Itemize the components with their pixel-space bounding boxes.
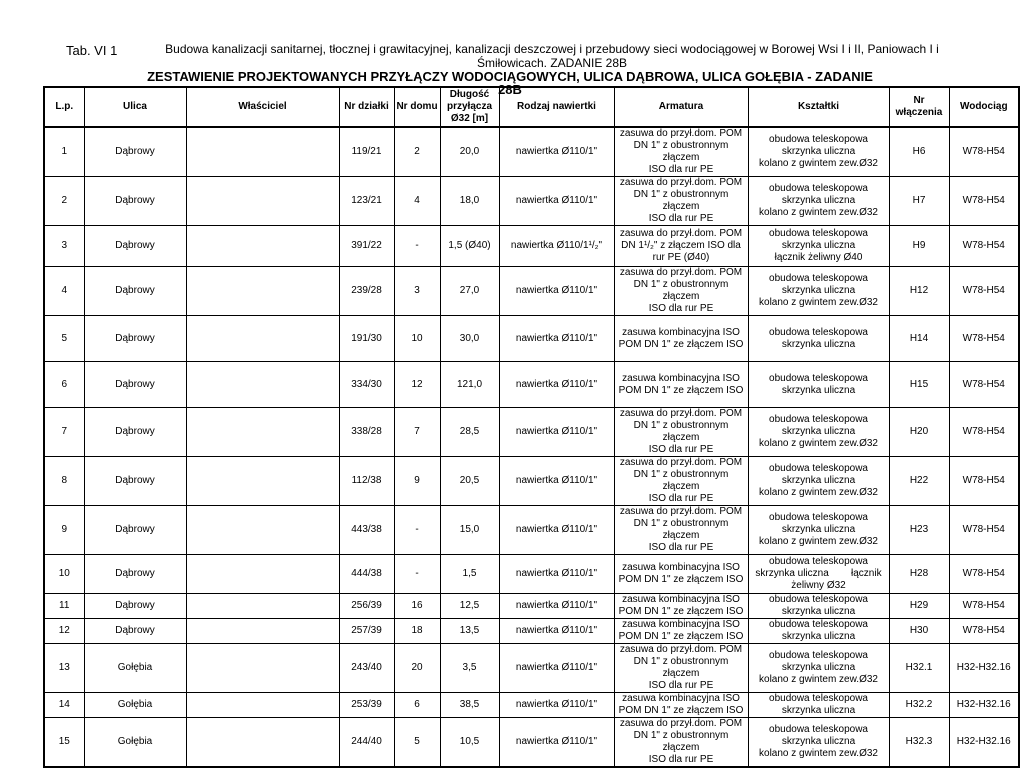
cell-ksztaltki: [748, 457, 889, 506]
cell-armatura-line: POM DN 1" ze złączem ISO: [618, 705, 744, 716]
cell-dlugosc: 38,5: [440, 693, 499, 718]
cell-armatura-line: ISO dla rur PE: [648, 493, 714, 504]
cell-ksztaltki: [748, 594, 889, 619]
cell-dlugosc: 12,5: [440, 594, 499, 619]
cell-dlugosc: 27,0: [440, 267, 499, 316]
cell-armatura-line: zasuwa kombinacyjna ISO: [622, 594, 740, 605]
cell-wlasciciel: [186, 316, 339, 362]
cell-nr-wlaczenia: H12: [889, 267, 949, 316]
cell-wodociag: W78-H54: [949, 177, 1019, 226]
table-number: Tab. VI 1: [66, 43, 118, 58]
cell-wodociag: W78-H54: [949, 619, 1019, 644]
cell-armatura-line: DN 1" z obustronnym złączem: [633, 279, 729, 302]
cell-armatura-line: DN 1" z obustronnym złączem: [633, 420, 729, 443]
cell-dlugosc: 20,5: [440, 457, 499, 506]
cell-armatura-line: POM DN 1" ze złączem ISO: [618, 574, 744, 585]
cell-armatura: [614, 644, 748, 693]
cell-nr-wlaczenia: H28: [889, 555, 949, 594]
cell-armatura-line: rur PE (Ø40): [652, 252, 710, 263]
cell-wlasciciel: [186, 693, 339, 718]
cell-dlugosc: 15,0: [440, 506, 499, 555]
cell-ksztaltki-line: obudowa teleskopowa: [769, 372, 868, 384]
cell-nr-dzialki: 244/40: [339, 718, 394, 768]
cell-lp: 15: [44, 718, 84, 768]
cell-armatura: [614, 619, 748, 644]
cell-nawiertka: nawiertka Ø110/1": [499, 362, 614, 408]
table-row: [44, 316, 1019, 362]
cell-lp: 14: [44, 693, 84, 718]
cell-nawiertka: nawiertka Ø110/1": [499, 594, 614, 619]
cell-nr-dzialki: 257/39: [339, 619, 394, 644]
cell-ksztaltki-line: skrzynka uliczna: [781, 338, 856, 350]
cell-nr-domu: -: [394, 506, 440, 555]
cell-wodociag: W78-H54: [949, 555, 1019, 594]
cell-wlasciciel: [186, 226, 339, 267]
cell-ksztaltki: [748, 408, 889, 457]
cell-nr-domu: 10: [394, 316, 440, 362]
cell-ksztaltki: [748, 267, 889, 316]
table-row: [44, 408, 1019, 457]
cell-armatura: [614, 506, 748, 555]
document-subtitle: Budowa kanalizacji sanitarnej, tłocznej i grawitacyjnej, kanalizacji deszczowej i przebudowy sieci wodociągowej w Borowej Wsi I i II, Paniowach I i Śmiłowicach. ZADANIE 28B: [165, 42, 939, 70]
cell-armatura-line: zasuwa kombinacyjna ISO: [622, 326, 740, 338]
cell-ksztaltki-line: obudowa teleskopowa: [769, 228, 868, 239]
cell-ksztaltki-line: skrzynka uliczna: [781, 736, 856, 747]
cell-nr-domu: 7: [394, 408, 440, 457]
cell-lp: 2: [44, 177, 84, 226]
cell-wlasciciel: [186, 362, 339, 408]
cell-armatura-line: zasuwa kombinacyjna ISO: [622, 562, 740, 573]
cell-nr-domu: 18: [394, 619, 440, 644]
col-header-wlasciciel: Właściciel: [186, 87, 339, 127]
cell-nr-wlaczenia: H20: [889, 408, 949, 457]
cell-armatura-line: zasuwa do przył.dom. POM: [619, 177, 743, 188]
cell-nr-wlaczenia: H29: [889, 594, 949, 619]
cell-ksztaltki-line: obudowa teleskopowa: [769, 619, 868, 630]
cell-armatura-line: POM DN 1" ze złączem ISO: [618, 338, 744, 350]
cell-armatura-line: zasuwa kombinacyjna ISO: [622, 372, 740, 384]
cell-armatura: [614, 693, 748, 718]
cell-armatura-line: zasuwa do przył.dom. POM: [619, 506, 743, 517]
cell-ksztaltki: [748, 127, 889, 177]
cell-ksztaltki-line: skrzynka uliczna łącznik: [755, 568, 882, 579]
cell-nr-dzialki: 444/38: [339, 555, 394, 594]
cell-ksztaltki: [748, 555, 889, 594]
cell-nr-domu: 20: [394, 644, 440, 693]
cell-nr-wlaczenia: H9: [889, 226, 949, 267]
cell-dlugosc: 28,5: [440, 408, 499, 457]
table-row: [44, 555, 1019, 594]
cell-wodociag: W78-H54: [949, 594, 1019, 619]
cell-nr-domu: -: [394, 555, 440, 594]
cell-armatura: [614, 408, 748, 457]
cell-wodociag: W78-H54: [949, 362, 1019, 408]
cell-ulica: Dąbrowy: [84, 555, 186, 594]
cell-lp: 5: [44, 316, 84, 362]
cell-lp: 12: [44, 619, 84, 644]
cell-ksztaltki-line: skrzynka uliczna: [781, 631, 856, 642]
cell-nr-dzialki: 338/28: [339, 408, 394, 457]
cell-nr-domu: 5: [394, 718, 440, 768]
cell-lp: 4: [44, 267, 84, 316]
cell-ulica: Gołębia: [84, 718, 186, 768]
cell-nr-wlaczenia: H6: [889, 127, 949, 177]
cell-ksztaltki-line: kolano z gwintem zew.Ø32: [759, 536, 878, 547]
cell-nr-domu: 6: [394, 693, 440, 718]
cell-ksztaltki-line: obudowa teleskopowa: [769, 724, 868, 735]
cell-ksztaltki: [748, 177, 889, 226]
cell-wlasciciel: [186, 177, 339, 226]
col-header-ulica: Ulica: [84, 87, 186, 127]
cell-nawiertka: nawiertka Ø110/1": [499, 408, 614, 457]
cell-wodociag: H32-H32.16: [949, 718, 1019, 768]
cell-nr-domu: 3: [394, 267, 440, 316]
table-row: [44, 693, 1019, 718]
cell-armatura: [614, 316, 748, 362]
table-row: [44, 177, 1019, 226]
cell-armatura-line: zasuwa kombinacyjna ISO: [622, 693, 740, 704]
cell-ulica: Dąbrowy: [84, 226, 186, 267]
cell-ulica: Dąbrowy: [84, 267, 186, 316]
cell-wodociag: W78-H54: [949, 226, 1019, 267]
cell-wodociag: H32-H32.16: [949, 693, 1019, 718]
cell-armatura: [614, 226, 748, 267]
document-title: ZESTAWIENIE PROJEKTOWANYCH PRZYŁĄCZY WODOCIĄGOWYCH, ULICA DĄBROWA, ULICA GOŁĘBIA - ZADANIE 28B: [147, 69, 873, 97]
cell-nr-dzialki: 191/30: [339, 316, 394, 362]
table-row: [44, 226, 1019, 267]
cell-wlasciciel: [186, 619, 339, 644]
cell-nawiertka: nawiertka Ø110/1¹/₂": [499, 226, 614, 267]
cell-nawiertka: nawiertka Ø110/1": [499, 127, 614, 177]
cell-nr-domu: 9: [394, 457, 440, 506]
cell-ksztaltki-line: kolano z gwintem zew.Ø32: [759, 207, 878, 218]
cell-armatura: [614, 594, 748, 619]
col-header-nr-dzialki: Nr działki: [339, 87, 394, 127]
cell-armatura-line: ISO dla rur PE: [648, 444, 714, 455]
cell-nr-dzialki: 123/21: [339, 177, 394, 226]
cell-dlugosc: 10,5: [440, 718, 499, 768]
cell-lp: 11: [44, 594, 84, 619]
cell-armatura-line: ISO dla rur PE: [648, 303, 714, 314]
cell-armatura-line: zasuwa do przył.dom. POM: [619, 128, 743, 139]
cell-nr-domu: 2: [394, 127, 440, 177]
cell-ksztaltki: [748, 718, 889, 768]
cell-dlugosc: 30,0: [440, 316, 499, 362]
cell-wlasciciel: [186, 127, 339, 177]
table-row: [44, 267, 1019, 316]
cell-ksztaltki-line: skrzynka uliczna: [781, 285, 856, 296]
cell-wodociag: W78-H54: [949, 127, 1019, 177]
cell-lp: 1: [44, 127, 84, 177]
cell-ulica: Dąbrowy: [84, 506, 186, 555]
col-header-wodociag: Wodociąg: [949, 87, 1019, 127]
cell-armatura-line: DN 1¹/₂" z złączem ISO dla: [621, 240, 741, 251]
cell-armatura-line: DN 1" z obustronnym złączem: [633, 656, 729, 679]
cell-ksztaltki-line: skrzynka uliczna: [781, 426, 856, 437]
table-row: [44, 594, 1019, 619]
cell-armatura-line: POM DN 1" ze złączem ISO: [618, 631, 744, 642]
cell-ksztaltki-line: kolano z gwintem zew.Ø32: [759, 674, 878, 685]
cell-wodociag: W78-H54: [949, 316, 1019, 362]
col-header-nr-domu: Nr domu: [394, 87, 440, 127]
cell-armatura-line: zasuwa kombinacyjna ISO: [622, 619, 740, 630]
cell-ulica: Dąbrowy: [84, 408, 186, 457]
cell-lp: 6: [44, 362, 84, 408]
cell-ulica: Dąbrowy: [84, 457, 186, 506]
table-row: [44, 127, 1019, 177]
cell-ksztaltki-line: skrzynka uliczna: [781, 705, 856, 716]
cell-ksztaltki-line: skrzynka uliczna: [781, 662, 856, 673]
cell-armatura-line: zasuwa do przył.dom. POM: [619, 718, 743, 729]
cell-ksztaltki: [748, 362, 889, 408]
cell-wodociag: W78-H54: [949, 506, 1019, 555]
cell-ksztaltki: [748, 226, 889, 267]
cell-lp: 10: [44, 555, 84, 594]
cell-dlugosc: 13,5: [440, 619, 499, 644]
cell-nawiertka: nawiertka Ø110/1": [499, 267, 614, 316]
col-header-armatura: Armatura: [614, 87, 748, 127]
cell-nr-wlaczenia: H30: [889, 619, 949, 644]
cell-ksztaltki-line: obudowa teleskopowa: [769, 693, 868, 704]
cell-armatura-line: DN 1" z obustronnym złączem: [633, 140, 729, 163]
cell-dlugosc: 20,0: [440, 127, 499, 177]
cell-wodociag: W78-H54: [949, 267, 1019, 316]
cell-ksztaltki-line: obudowa teleskopowa: [769, 326, 868, 338]
cell-armatura: [614, 457, 748, 506]
table-header-row: [44, 87, 1019, 127]
table-row: [44, 619, 1019, 644]
cell-ulica: Dąbrowy: [84, 316, 186, 362]
cell-nawiertka: nawiertka Ø110/1": [499, 555, 614, 594]
cell-armatura-line: POM DN 1" ze złączem ISO: [618, 606, 744, 617]
cell-dlugosc: 18,0: [440, 177, 499, 226]
cell-nr-wlaczenia: H32.3: [889, 718, 949, 768]
cell-ksztaltki-line: obudowa teleskopowa: [769, 463, 868, 474]
cell-wlasciciel: [186, 506, 339, 555]
cell-ksztaltki-line: obudowa teleskopowa: [769, 414, 868, 425]
cell-nr-wlaczenia: H32.1: [889, 644, 949, 693]
cell-armatura-line: zasuwa do przył.dom. POM: [619, 408, 743, 419]
cell-dlugosc: 3,5: [440, 644, 499, 693]
cell-nawiertka: nawiertka Ø110/1": [499, 619, 614, 644]
cell-armatura: [614, 555, 748, 594]
cell-nr-wlaczenia: H7: [889, 177, 949, 226]
col-header-dlugosc: Długość przyłącza Ø32 [m]: [440, 87, 499, 127]
col-header-nawiertka: Rodzaj nawiertki: [499, 87, 614, 127]
cell-armatura-line: ISO dla rur PE: [648, 213, 714, 224]
cell-nr-domu: 12: [394, 362, 440, 408]
cell-ksztaltki: [748, 506, 889, 555]
cell-dlugosc: 1,5 (Ø40): [440, 226, 499, 267]
cell-nr-dzialki: 119/21: [339, 127, 394, 177]
cell-nr-dzialki: 112/38: [339, 457, 394, 506]
cell-ksztaltki-line: obudowa teleskopowa: [769, 650, 868, 661]
cell-nawiertka: nawiertka Ø110/1": [499, 457, 614, 506]
cell-nr-domu: 16: [394, 594, 440, 619]
cell-ksztaltki: [748, 644, 889, 693]
cell-ulica: Dąbrowy: [84, 619, 186, 644]
cell-nr-dzialki: 443/38: [339, 506, 394, 555]
cell-ksztaltki-line: żeliwny Ø32: [791, 580, 846, 591]
cell-armatura-line: DN 1" z obustronnym złączem: [633, 730, 729, 753]
cell-ksztaltki-line: kolano z gwintem zew.Ø32: [759, 158, 878, 169]
col-header-ksztaltki: Kształtki: [748, 87, 889, 127]
cell-nr-dzialki: 391/22: [339, 226, 394, 267]
cell-armatura: [614, 362, 748, 408]
cell-wlasciciel: [186, 718, 339, 768]
cell-nawiertka: nawiertka Ø110/1": [499, 506, 614, 555]
cell-ksztaltki-line: skrzynka uliczna: [781, 524, 856, 535]
cell-ulica: Dąbrowy: [84, 362, 186, 408]
cell-nawiertka: nawiertka Ø110/1": [499, 177, 614, 226]
cell-ksztaltki-line: obudowa teleskopowa: [769, 594, 868, 605]
connections-table: [43, 86, 1020, 768]
cell-ksztaltki-line: obudowa teleskopowa: [769, 183, 868, 194]
cell-ulica: Dąbrowy: [84, 177, 186, 226]
cell-ksztaltki-line: skrzynka uliczna: [781, 475, 856, 486]
cell-lp: 7: [44, 408, 84, 457]
cell-ulica: Dąbrowy: [84, 127, 186, 177]
cell-armatura-line: ISO dla rur PE: [648, 754, 714, 765]
cell-nr-dzialki: 334/30: [339, 362, 394, 408]
cell-armatura-line: zasuwa do przył.dom. POM: [619, 228, 743, 239]
table-row: [44, 506, 1019, 555]
cell-ksztaltki-line: obudowa teleskopowa: [769, 273, 868, 284]
cell-ulica: Dąbrowy: [84, 594, 186, 619]
cell-lp: 3: [44, 226, 84, 267]
cell-wlasciciel: [186, 594, 339, 619]
cell-ksztaltki-line: kolano z gwintem zew.Ø32: [759, 748, 878, 759]
table-row: [44, 457, 1019, 506]
cell-nr-domu: -: [394, 226, 440, 267]
cell-armatura: [614, 127, 748, 177]
cell-armatura-line: zasuwa do przył.dom. POM: [619, 457, 743, 468]
cell-nr-domu: 4: [394, 177, 440, 226]
cell-wodociag: H32-H32.16: [949, 644, 1019, 693]
cell-nr-dzialki: 243/40: [339, 644, 394, 693]
cell-armatura-line: POM DN 1" ze złączem ISO: [618, 384, 744, 396]
cell-ulica: Gołębia: [84, 644, 186, 693]
cell-armatura-line: ISO dla rur PE: [648, 164, 714, 175]
cell-wlasciciel: [186, 644, 339, 693]
cell-dlugosc: 1,5: [440, 555, 499, 594]
cell-ksztaltki: [748, 619, 889, 644]
table-row: [44, 718, 1019, 768]
cell-ksztaltki-line: skrzynka uliczna: [781, 384, 856, 396]
cell-ulica: Gołębia: [84, 693, 186, 718]
cell-wlasciciel: [186, 267, 339, 316]
cell-lp: 9: [44, 506, 84, 555]
cell-nawiertka: nawiertka Ø110/1": [499, 718, 614, 768]
cell-nr-dzialki: 239/28: [339, 267, 394, 316]
cell-ksztaltki-line: obudowa teleskopowa: [769, 556, 868, 567]
cell-wlasciciel: [186, 408, 339, 457]
cell-armatura-line: DN 1" z obustronnym złączem: [633, 469, 729, 492]
cell-armatura-line: DN 1" z obustronnym złączem: [633, 518, 729, 541]
cell-armatura-line: zasuwa do przył.dom. POM: [619, 644, 743, 655]
cell-ksztaltki-line: skrzynka uliczna: [781, 240, 856, 251]
cell-dlugosc: 121,0: [440, 362, 499, 408]
cell-lp: 8: [44, 457, 84, 506]
cell-ksztaltki-line: skrzynka uliczna: [781, 146, 856, 157]
cell-nr-wlaczenia: H23: [889, 506, 949, 555]
col-header-lp: L.p.: [44, 87, 84, 127]
table-row: [44, 644, 1019, 693]
cell-nr-wlaczenia: H15: [889, 362, 949, 408]
cell-nr-wlaczenia: H22: [889, 457, 949, 506]
cell-ksztaltki-line: łącznik żeliwny Ø40: [774, 252, 863, 263]
cell-armatura-line: zasuwa do przył.dom. POM: [619, 267, 743, 278]
cell-armatura: [614, 177, 748, 226]
cell-ksztaltki-line: kolano z gwintem zew.Ø32: [759, 438, 878, 449]
cell-ksztaltki: [748, 316, 889, 362]
cell-ksztaltki-line: kolano z gwintem zew.Ø32: [759, 487, 878, 498]
cell-wlasciciel: [186, 555, 339, 594]
cell-armatura-line: DN 1" z obustronnym złączem: [633, 189, 729, 212]
cell-lp: 13: [44, 644, 84, 693]
cell-nawiertka: nawiertka Ø110/1": [499, 693, 614, 718]
cell-ksztaltki-line: skrzynka uliczna: [781, 606, 856, 617]
cell-wodociag: W78-H54: [949, 457, 1019, 506]
cell-ksztaltki: [748, 693, 889, 718]
cell-nawiertka: nawiertka Ø110/1": [499, 316, 614, 362]
cell-armatura: [614, 267, 748, 316]
cell-nr-dzialki: 253/39: [339, 693, 394, 718]
cell-nr-wlaczenia: H32.2: [889, 693, 949, 718]
cell-ksztaltki-line: obudowa teleskopowa: [769, 134, 868, 145]
cell-armatura: [614, 718, 748, 768]
cell-ksztaltki-line: skrzynka uliczna: [781, 195, 856, 206]
cell-wlasciciel: [186, 457, 339, 506]
cell-armatura-line: ISO dla rur PE: [648, 680, 714, 691]
cell-ksztaltki-line: kolano z gwintem zew.Ø32: [759, 297, 878, 308]
cell-nr-dzialki: 256/39: [339, 594, 394, 619]
cell-armatura-line: ISO dla rur PE: [648, 542, 714, 553]
cell-ksztaltki-line: obudowa teleskopowa: [769, 512, 868, 523]
cell-nawiertka: nawiertka Ø110/1": [499, 644, 614, 693]
cell-wodociag: W78-H54: [949, 408, 1019, 457]
table-row: [44, 362, 1019, 408]
col-header-nr-wlaczenia: Nr włączenia: [889, 87, 949, 127]
cell-nr-wlaczenia: H14: [889, 316, 949, 362]
